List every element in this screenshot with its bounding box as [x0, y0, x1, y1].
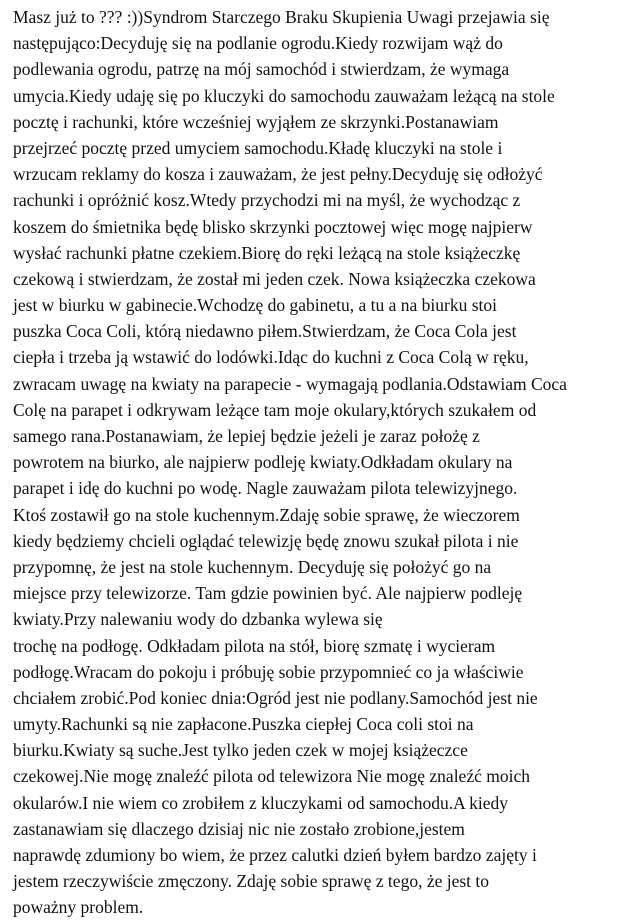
text-line: umycia.Kiedy udaję się po kluczyki do samochodu zauważam leżącą na stole	[13, 85, 555, 106]
text-line: wrzucam reklamy do kosza i zauważam, że jest pełny.Decyduję się odłożyć	[13, 164, 543, 185]
text-line: puszka Coca Coli, którą niedawno piłem.Stwierdzam, że Coca Cola jest	[13, 321, 517, 342]
text-line: przejrzeć pocztę przed umyciem samochodu.Kładę kluczyki na stole i	[13, 137, 503, 158]
text-line: ciepła i trzeba ją wstawić do lodówki.Idąc do kuchni z Coca Colą w ręku,	[13, 347, 529, 368]
text-line: Ktoś zostawił go na stole kuchennym.Zdaję sobie sprawę, że wieczorem	[13, 504, 520, 525]
text-line: samego rana.Postanawiam, że lepiej będzie jeżeli je zaraz położę z	[13, 426, 480, 446]
body-text	[13, 4, 630, 921]
text-line: kiedy będziemy chcieli oglądać telewizję będę znowu szukał pilota i nie	[13, 530, 519, 551]
text-line: trochę na podłogę. Odkładam pilota na stół, biorę szmatę i wycieram	[13, 635, 496, 656]
text-line: kwiaty.Przy nalewaniu wody do dzbanka wylewa się	[13, 609, 383, 630]
text-line: miejsce przy telewizorze. Tam gdzie powinien być. Ale najpierw podleję	[13, 583, 523, 604]
text-line: jest w biurku w gabinecie.Wchodzę do gabinetu, a tu a na biurku stoi	[13, 295, 498, 316]
text-line: parapet i idę do kuchni po wodę. Nagle zauważam pilota telewizyjnego.	[13, 478, 518, 499]
text-line: podłogę.Wracam do pokoju i próbuję sobie przypomnieć co ja właściwie	[13, 661, 524, 682]
text-line: zwracam uwagę na kwiaty na parapecie - wymagają podlania.Odstawiam Coca	[13, 373, 567, 394]
text-line: wysłać rachunki płatne czekiem.Biorę do ręki leżącą na stole książeczkę	[13, 242, 521, 263]
text-line: chciałem zrobić.Pod koniec dnia:Ogród jest nie podlany.Samochód jest nie	[13, 687, 538, 708]
text-line: naprawdę zdumiony bo wiem, że przez calutki dzień byłem bardzo zajęty i	[13, 845, 537, 865]
text-line: poważny problem.	[13, 897, 144, 918]
text-line: biurku.Kwiaty są suche.Jest tylko jeden czek w mojej książeczce	[13, 740, 468, 761]
text-line: okularów.I nie wiem co zrobiłem z kluczykami od samochodu.A kiedy	[13, 792, 509, 813]
text-line: Colę na parapet i odkrywam leżące tam moje okulary,których szukałem od	[13, 399, 537, 420]
text-line: podlewania ogrodu, patrzę na mój samochód i stwierdzam, że wymaga	[13, 59, 510, 80]
text-line: przypomnę, że jest na stole kuchennym. Decyduję się położyć go na	[13, 556, 492, 577]
text-line: powrotem na biurko, ale najpierw podleję kwiaty.Odkładam okulary na	[13, 452, 513, 473]
text-line: czekowej.Nie mogę znaleźć pilota od telewizora Nie mogę znaleźć moich	[13, 766, 530, 787]
text-line: rachunki i opróżnić kosz.Wtedy przychodzi mi na myśl, że wychodząc z	[13, 190, 521, 211]
text-line: koszem do śmietnika będę blisko skrzynki pocztowej więc mogę najpierw	[13, 216, 533, 237]
text-line: zastanawiam się dlaczego dzisiaj nic nie zostało zrobione,jestem	[13, 818, 465, 839]
text-line: pocztę i rachunki, które wcześniej wyjąłem ze skrzynki.Postanawiam	[13, 111, 499, 132]
text-line: czekową i stwierdzam, że został mi jeden czek. Nowa książeczka czekowa	[13, 268, 536, 289]
text-line: następująco:Decyduję się na podlanie ogrodu.Kiedy rozwijam wąż do	[13, 33, 503, 54]
text-line: umyty.Rachunki są nie zapłacone.Puszka ciepłej Coca coli stoi na	[13, 714, 474, 735]
text-line: jestem rzeczywiście zmęczony. Zdaję sobie sprawę z tego, że jest to	[13, 871, 490, 892]
text-line: Masz już to ??? :))Syndrom Starczego Braku Skupienia Uwagi przejawia się	[13, 7, 550, 27]
